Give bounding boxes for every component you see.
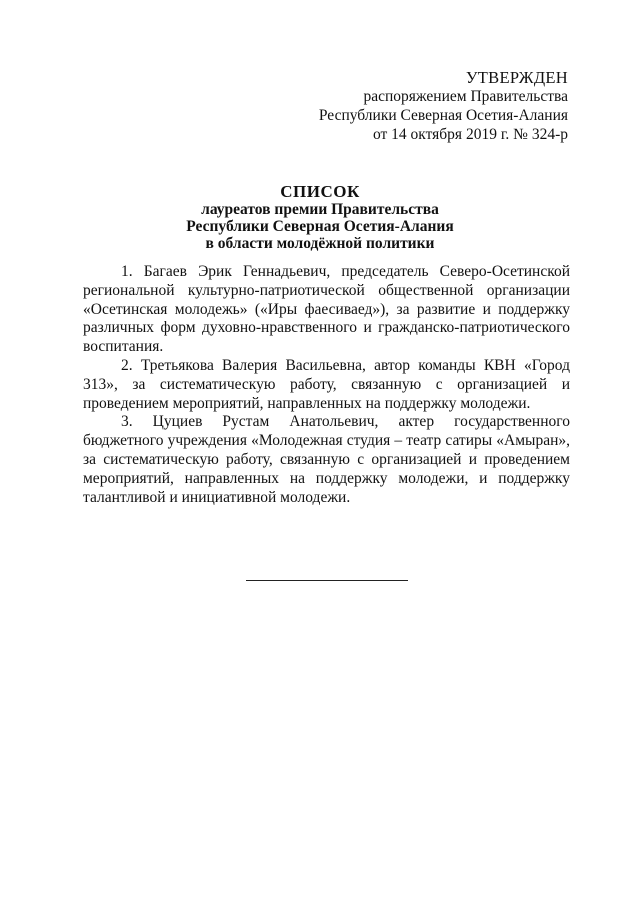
document-title: СПИСОК	[280, 182, 360, 201]
list-item: 3. Цуциев Рустам Анатольевич, актер государственного бюджетного учреждения «Молодежная студия – театр сатиры «Амыран», за систематическую работу, связанную с организацией и проведением мероприятий, направленных на поддержку молодежи, и поддержку талантливой и инициативной молодежи.	[83, 413, 570, 506]
approval-stamp	[319, 68, 568, 144]
closing-separator-line	[246, 580, 408, 581]
document-heading	[0, 183, 640, 252]
approval-line-1: распоряжением Правительства	[363, 88, 568, 105]
list-item: 2. Третьякова Валерия Васильевна, автор команды КВН «Город 313», за систематическую работу, связанную с организацией и проведением мероприятий, направленных на поддержку молодежи.	[83, 356, 570, 412]
approval-line-3: от 14 октября 2019 г. № 324-р	[372, 126, 568, 143]
heading-line-2: Республики Северная Осетия-Алания	[186, 218, 454, 235]
heading-line-3: в области молодёжной политики	[205, 235, 435, 252]
approval-title: УТВЕРЖДЕН	[465, 68, 568, 87]
laureates-list	[83, 263, 570, 507]
list-item: 1. Багаев Эрик Геннадьевич, председатель Северо-Осетинской региональной культурно-патриотической общественной организации «Осетинская молодежь» («Иры фаесиваед»), за развитие и поддержку различных форм духовно-нравственного и гражданско-патриотического воспитания.	[83, 263, 570, 356]
approval-line-2: Республики Северная Осетия-Алания	[318, 107, 568, 124]
heading-line-1: лауреатов премии Правительства	[201, 201, 439, 218]
